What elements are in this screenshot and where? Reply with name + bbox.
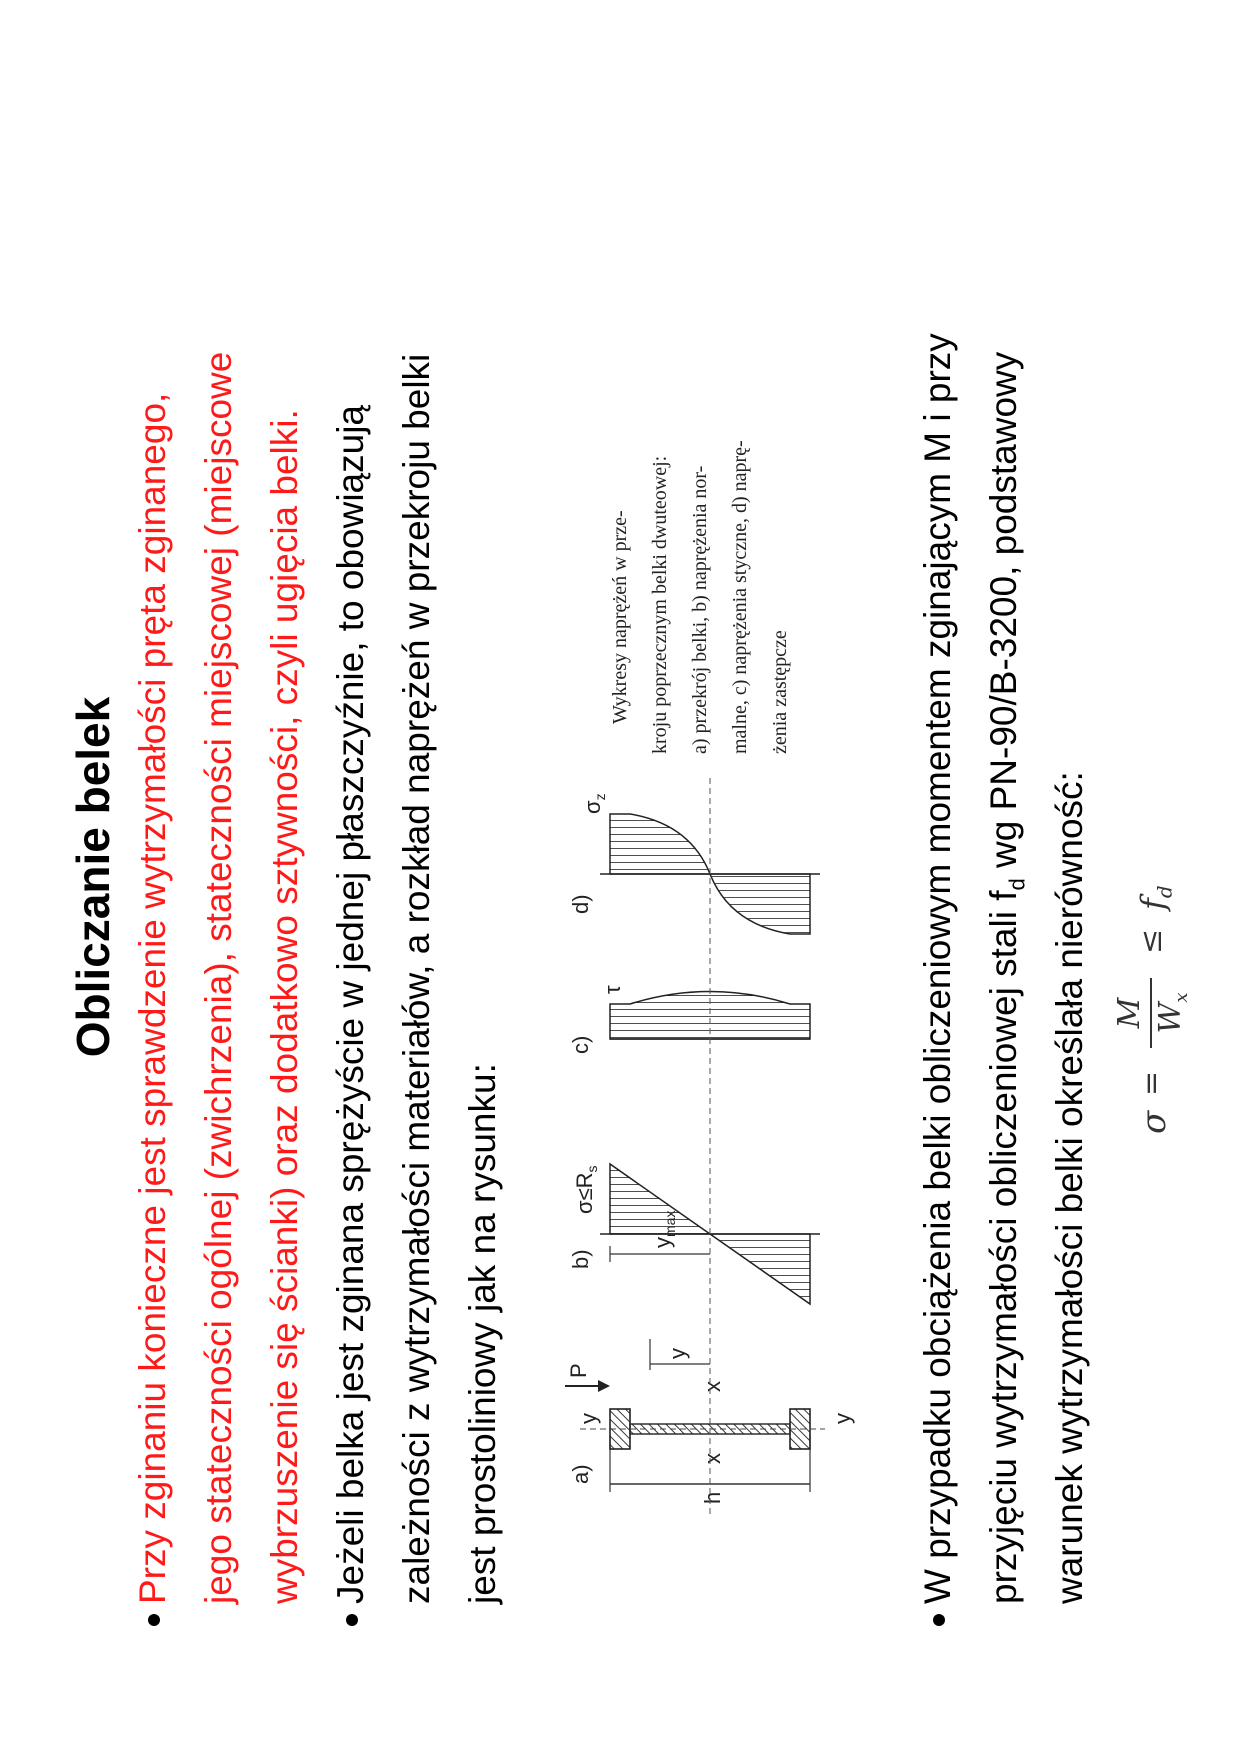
- label-c: c): [568, 1035, 593, 1054]
- label-ymax: y: [650, 1237, 675, 1248]
- panel-b-normal-stress: [568, 1164, 820, 1304]
- label-y-bottom: y: [830, 1413, 855, 1424]
- label-y-top: y: [576, 1413, 601, 1424]
- paragraph-line: jest prostoliniowy jak na rysunku:: [462, 1063, 503, 1604]
- caption-line: a) przekrój belki, b) naprężenia nor-: [689, 465, 711, 754]
- caption-line: malne, c) naprężenia styczne, d) naprę-: [729, 440, 751, 754]
- strength-inequality-formula: [1110, 734, 1210, 1134]
- bullet-dot: [933, 1614, 945, 1626]
- label-tau: τ: [600, 985, 625, 994]
- caption-line: Wykresy naprężeń w prze-: [609, 510, 631, 724]
- bullet-dot: [346, 1614, 358, 1626]
- paragraph-line: W przypadku obciążenia belki obliczeniowym momentem zginającym M i przy: [917, 333, 958, 1604]
- paragraph-line: zależności z wytrzymałości materiałów, a rozkład naprężeń w przekroju belki: [396, 353, 437, 1604]
- formula-rhs: $f_d$: [1134, 885, 1177, 910]
- label-a: a): [568, 1464, 593, 1484]
- caption-line: żenia zastępcze: [769, 630, 791, 754]
- label-d: d): [568, 894, 593, 914]
- formula-numerator: M: [1110, 978, 1152, 1048]
- label-sigma-rs: $\sigma\le R_s$: [572, 1165, 600, 1214]
- paragraph-line: wybrzuszenie się ścianki) oraz dodatkowo sztywności, czyli ugięcia belki.: [264, 409, 305, 1604]
- figure-caption: [600, 274, 800, 754]
- paragraph-line: warunek wytrzymałości belki określała nierówność:: [1049, 771, 1090, 1604]
- bullet-strength-condition: [905, 333, 1103, 1604]
- label-sigma-z: $\sigma_z$: [580, 793, 608, 814]
- paragraph-line: Przy zginaniu konieczne jest sprawdzenie wytrzymałości pręta zginanego,: [132, 392, 173, 1604]
- label-h: h: [700, 1491, 725, 1504]
- bullet-dot: [148, 1614, 160, 1626]
- formula-leq: ≤: [1134, 928, 1169, 954]
- formula-denominator: $W_x$: [1153, 992, 1192, 1034]
- page-title: Obliczanie belek: [67, 696, 119, 1058]
- stress-diagrams-figure: [560, 774, 860, 1514]
- bullet-elastic-bending: [318, 354, 516, 1604]
- paragraph-line: Jeżeli belka jest zginana sprężyście w jednej płaszczyźnie, to obowiązują: [330, 404, 371, 1604]
- paragraph-line: jego stateczności ogólnej (zwichrzenia), stateczności miejscowej (miejscowe: [198, 351, 239, 1604]
- label-P: P: [566, 1363, 591, 1378]
- formula-equals: =: [1134, 1070, 1169, 1096]
- panel-c-shear-stress: [568, 985, 810, 1054]
- label-y-small: y: [665, 1348, 690, 1359]
- label-b: b): [568, 1249, 593, 1269]
- caption-line: kroju poprzecznym belki dwuteowej:: [649, 455, 671, 754]
- label-x-right: x: [700, 1381, 725, 1392]
- label-x-left: x: [700, 1453, 725, 1464]
- bullet-strength-check: [120, 352, 318, 1604]
- formula-fraction: [1110, 978, 1201, 1048]
- formula-sigma: σ: [1134, 1110, 1174, 1134]
- paragraph-line: przyjęciu wytrzymałości obliczeniowej stali $f_d$ wg PN-90/B-3200, podstawowy: [983, 351, 1030, 1604]
- panel-d-equivalent-stress: [568, 793, 820, 934]
